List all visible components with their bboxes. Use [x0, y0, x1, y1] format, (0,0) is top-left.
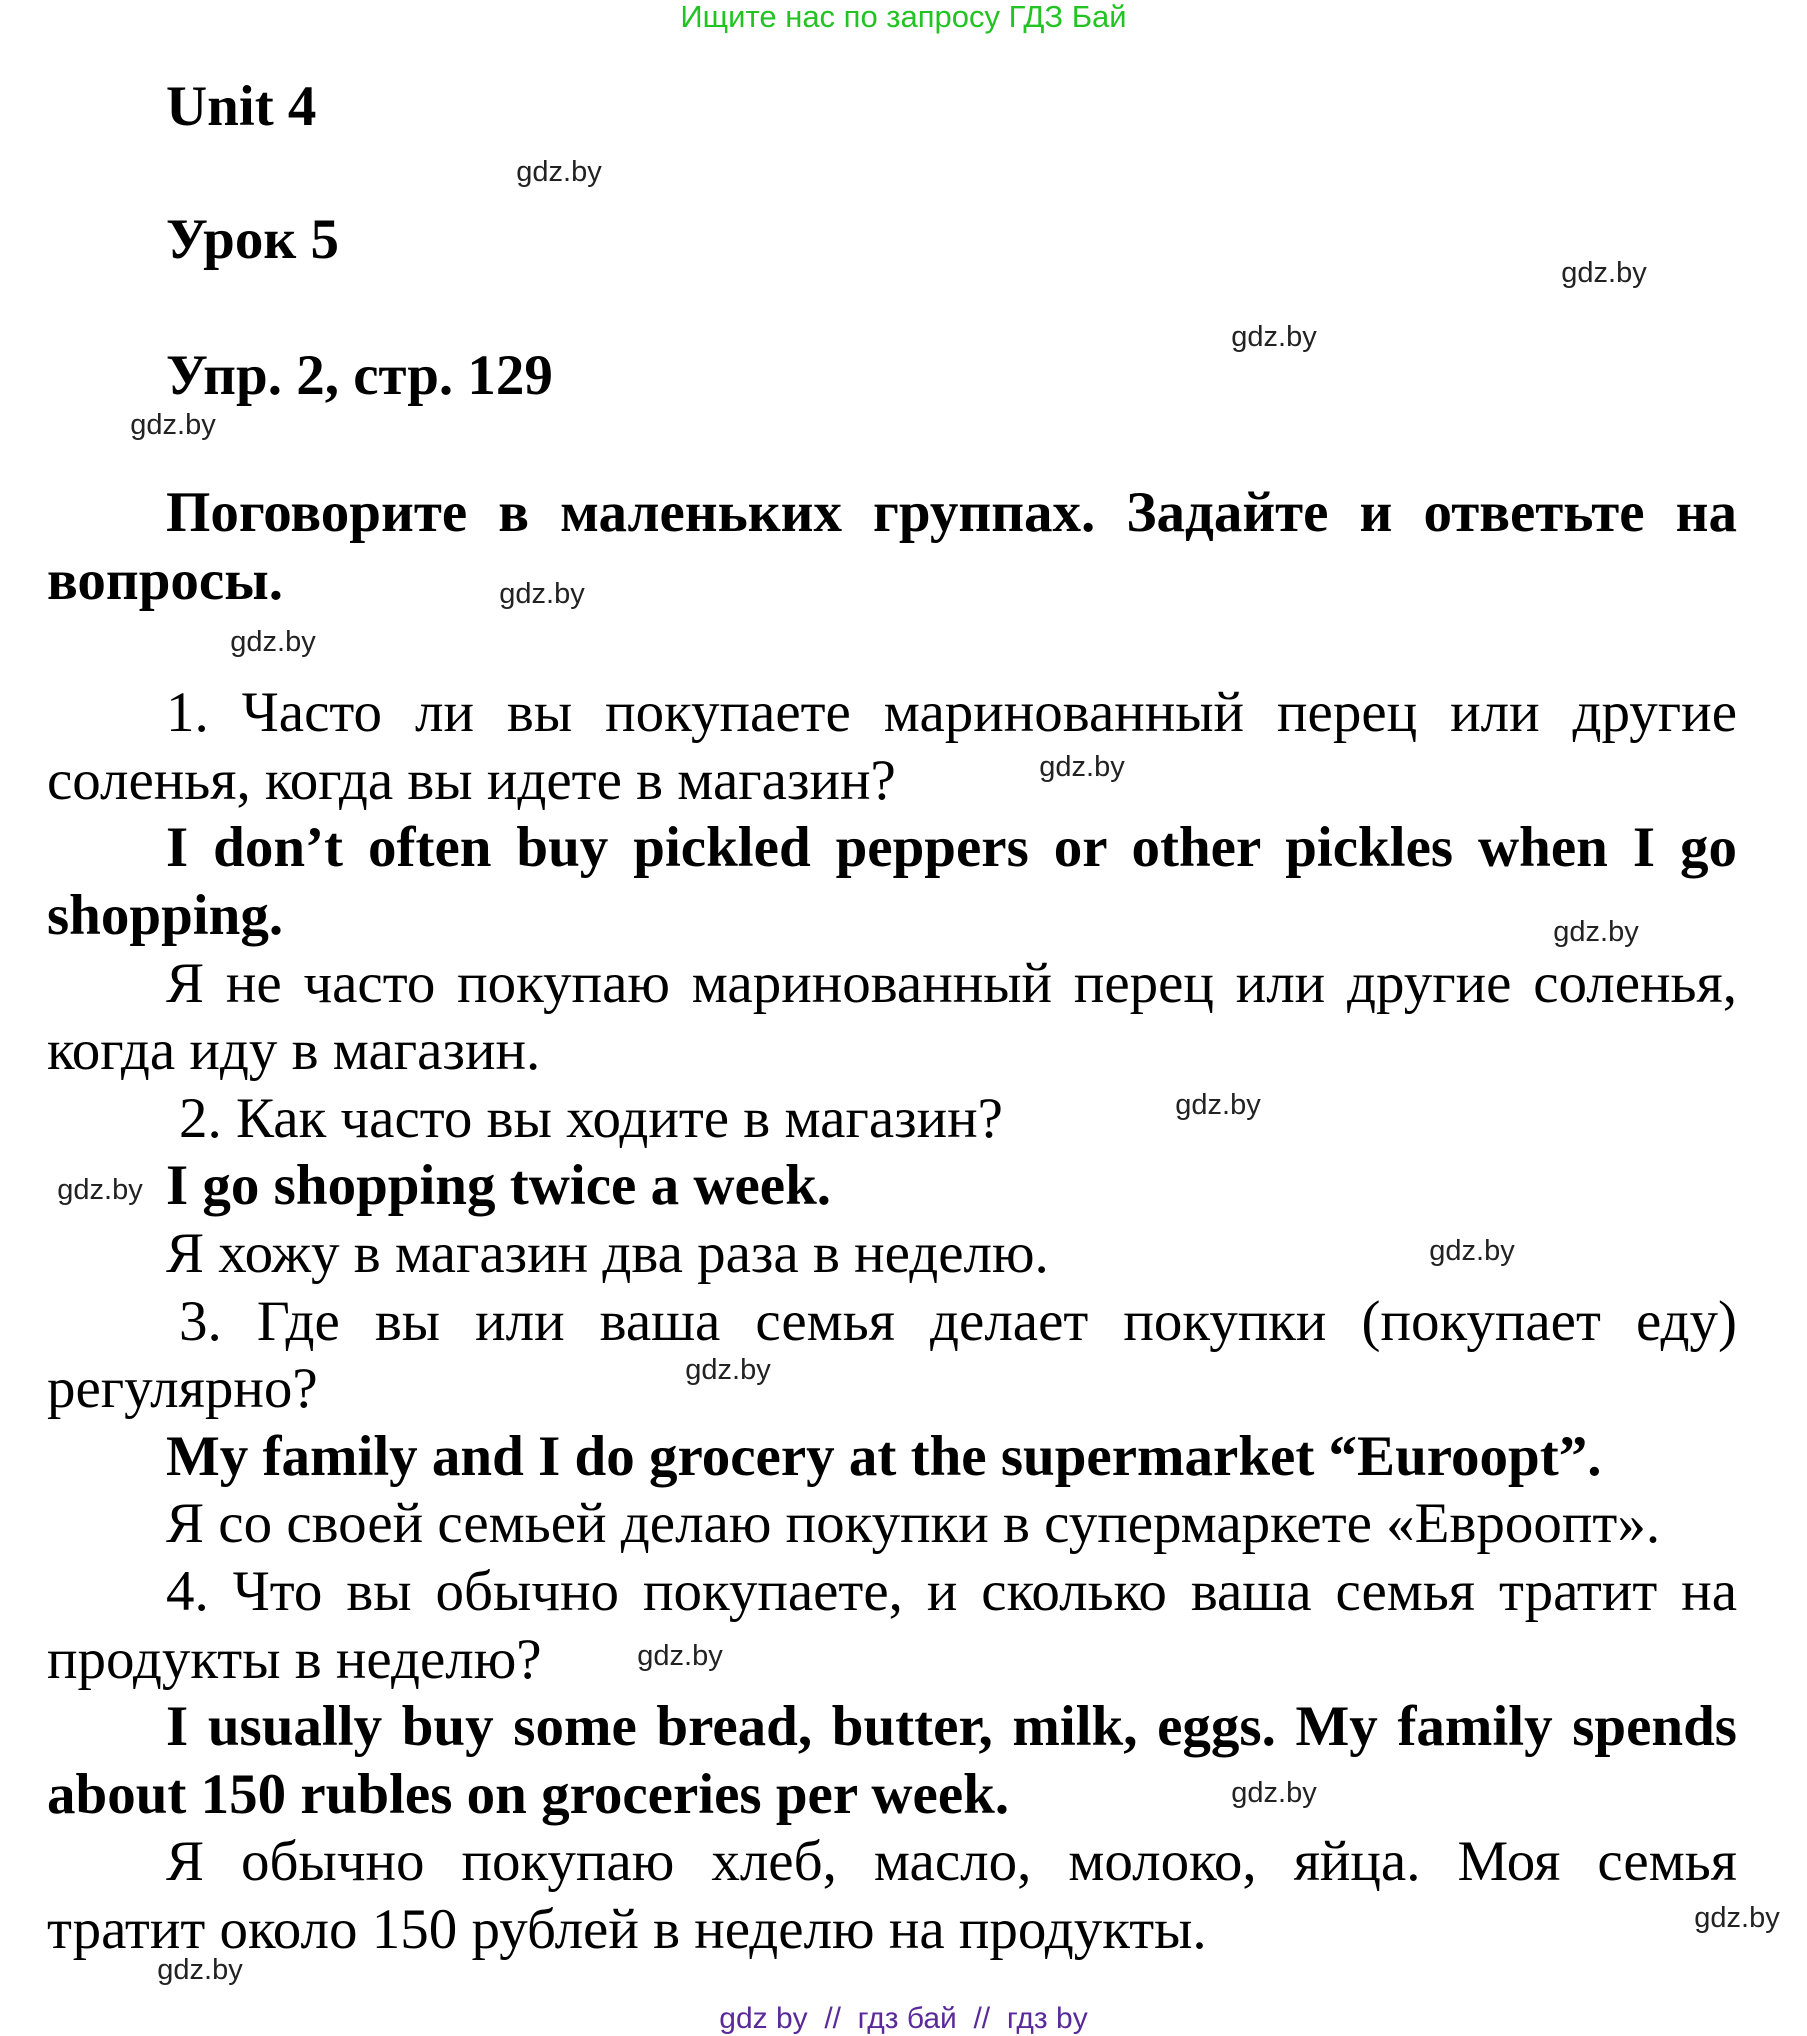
answer-1-translation: когда иду в магазин. [47, 1019, 541, 1083]
watermark: gdz.by [1429, 1235, 1515, 1267]
watermark: gdz.by [516, 156, 602, 188]
watermark: gdz.by [1231, 321, 1317, 353]
watermark: gdz.by [1561, 257, 1647, 289]
question-4: продукты в неделю? [47, 1627, 542, 1691]
watermark: gdz.by [130, 409, 216, 441]
question-3: регулярно? [47, 1357, 318, 1421]
task-instruction: Поговорите в маленьких группах. Задайте и ответьте на [166, 481, 1737, 544]
footer-links[interactable]: gdz by // гдз бай // гдз by [719, 2002, 1088, 2035]
question-4: 4. Что вы обычно покупаете, и сколько ваша семья тратит на [166, 1559, 1737, 1623]
watermark: gdz.by [57, 1174, 143, 1206]
answer-1-translation: Я не часто покупаю маринованный перец или другие соленья, [166, 951, 1737, 1015]
watermark: gdz.by [637, 1640, 723, 1672]
answer-4-english: about 150 rubles on groceries per week. [47, 1762, 1010, 1826]
exercise-heading: Упр. 2, стр. 129 [166, 344, 553, 407]
watermark: gdz.by [1039, 751, 1125, 783]
watermark: gdz.by [1694, 1902, 1780, 1934]
answer-1-english: I don’t often buy pickled peppers or other pickles when I go [166, 816, 1737, 880]
answer-3-translation: Я со своей семьей делаю покупки в супермаркете «Евроопт». [166, 1492, 1661, 1556]
question-3: 3. Где вы или ваша семья делает покупки (покупает еду) [179, 1289, 1737, 1353]
answer-4-translation: тратит около 150 рублей в неделю на продукты. [47, 1897, 1207, 1961]
answer-4-english: I usually buy some bread, butter, milk, eggs. My family spends [166, 1695, 1737, 1759]
search-banner[interactable]: Ищите нас по запросу ГДЗ Бай [680, 0, 1127, 34]
watermark: gdz.by [1231, 1777, 1317, 1809]
answer-2-english: I go shopping twice a week. [166, 1154, 832, 1218]
watermark: gdz.by [685, 1354, 771, 1386]
exercise-body [47, 479, 1737, 1963]
lesson-heading: Урок 5 [166, 208, 339, 271]
question-1: 1. Часто ли вы покупаете маринованный перец или другие [166, 681, 1737, 745]
answer-2-translation: Я хожу в магазин два раза в неделю. [166, 1221, 1049, 1285]
answer-1-english: shopping. [47, 883, 284, 947]
answer-3-english: My family and I do grocery at the supermarket “Euroopt”. [166, 1424, 1602, 1488]
task-instruction: вопросы. [47, 548, 283, 612]
watermark: gdz.by [1175, 1089, 1261, 1121]
unit-heading: Unit 4 [166, 75, 317, 138]
question-2: 2. Как часто вы ходите в магазин? [179, 1086, 1003, 1150]
answer-4-translation: Я обычно покупаю хлеб, масло, молоко, яйца. Моя семья [166, 1830, 1737, 1894]
watermark: gdz.by [499, 578, 585, 610]
watermark: gdz.by [230, 626, 316, 658]
question-1: соленья, когда вы идете в магазин? [47, 748, 896, 812]
watermark: gdz.by [157, 1954, 243, 1986]
watermark: gdz.by [1553, 916, 1639, 948]
